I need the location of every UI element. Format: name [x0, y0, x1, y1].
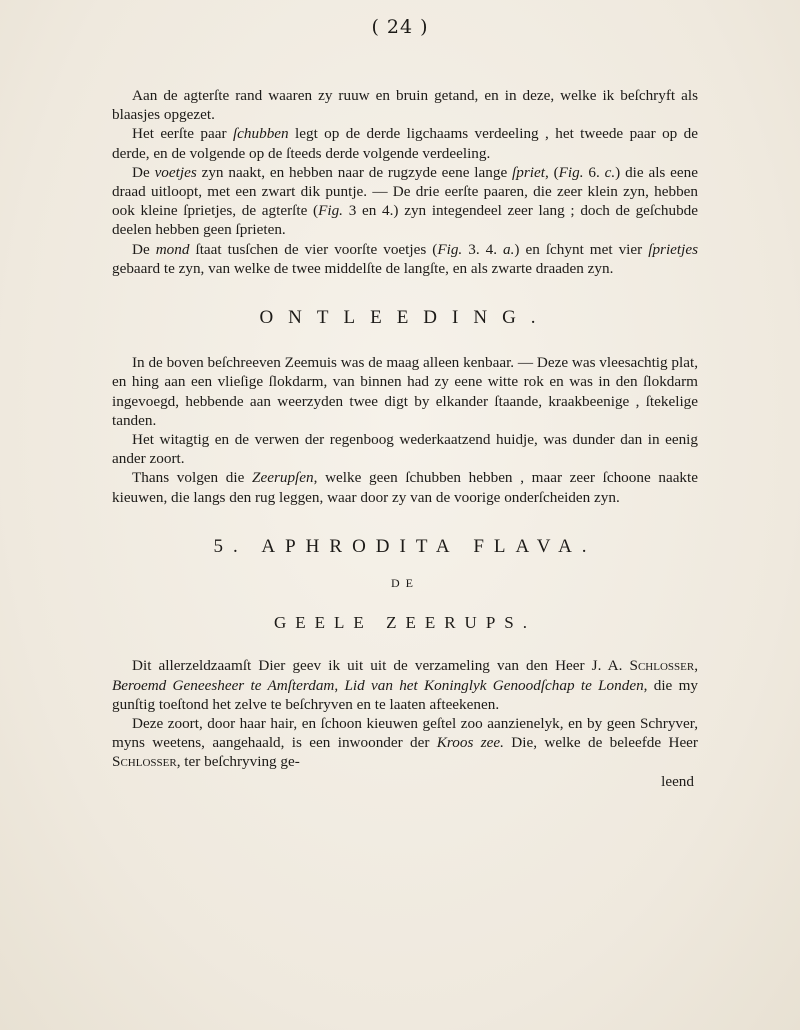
p8-italic-title: Beroemd Geneesheer te Amſterdam	[112, 676, 335, 694]
p3-text-e: , (	[544, 163, 559, 181]
p2-italic-schubben: ſchubben	[232, 125, 289, 143]
p3-italic-spriet: ſpriet	[512, 163, 545, 181]
p3-italic-voetjes: voetjes	[154, 163, 197, 181]
paragraph-5: In de boven beſchreeven Zeemuis was de maag alleen kenbaar. — Deze was vleesachtig plat, en hing aan een vlieſige ſlokdarm, van binnen had zy eene witte rok en was in den ſlokdarm ingevoegd, hebbende aan weerzyden twee digt by elkander ſtaande, kraakbeenige , ſtekelige tanden.	[112, 354, 698, 429]
page-number: ( 24 )	[371, 16, 429, 38]
paragraph-2	[112, 124, 698, 162]
p9-text-c: Die, welke de beleefde Heer	[503, 734, 698, 752]
p4-italic-mond: mond	[155, 240, 190, 258]
p7-text-a: Thans volgen die	[132, 469, 253, 487]
p3-text-i: ) die als eene draad uitloopt, met een zwart dik puntje. — De drie eerſte paaren, die zeer klein zyn, hebben ook kleine ſprietjes, de agterſte (	[112, 163, 698, 220]
paragraph-4	[112, 240, 698, 278]
paragraph-7	[112, 468, 698, 506]
p9-italic-krooszee: Kroos zee.	[436, 734, 504, 752]
catchword: leend	[661, 772, 694, 790]
p9-text-e: , ter beſchryving ge-	[176, 753, 300, 771]
p2-text-a: Het eerſte paar	[132, 125, 233, 143]
heading-de: DE	[391, 576, 419, 591]
paragraph-9	[112, 714, 698, 772]
p8-text-c: ,	[694, 657, 698, 675]
p9-smallcaps-schlosser: Schlosser	[112, 753, 177, 771]
p8-text-e: ,	[334, 676, 345, 694]
paragraph-8	[112, 656, 698, 714]
paragraph-1	[112, 86, 698, 124]
p4-italic-sprietjes: ſprietjes	[648, 240, 698, 258]
p3-text-a: De	[132, 163, 155, 181]
p8-smallcaps-schlosser: Schlosser	[629, 657, 695, 675]
p3-italic-c: c.	[604, 163, 616, 181]
p4-text-g: ) en ſchynt met vier	[514, 240, 649, 258]
heading-aphrodita-flava: 5. APHRODITA FLAVA.	[213, 535, 597, 557]
p3-text-k: 3 en 4.) zyn integendeel zeer lang ; doch de geſchubde deelen hebben geen ſprieten.	[112, 202, 699, 239]
p3-text-c: zyn naakt, en hebben naar de rugzyde eene lange	[196, 163, 513, 181]
p4-text-i: gebaard te zyn, van welke de twee middelſte de langſte, en als zwarte draaden zyn.	[112, 259, 614, 277]
p4-italic-a: a.	[503, 240, 515, 258]
p9-text-a: Deze zoort, door haar hair, en ſchoon kieuwen geſtel zoo aanzienelyk, en by geen Schryver, myns weetens, aangehaald, is een inwoonder der	[112, 715, 698, 752]
heading-geele-zeerups: GEELE ZEERUPS.	[274, 613, 536, 633]
p1-text: Aan de agterſte rand waaren zy ruuw en bruin getand, en in deze, welke ik beſchryft als blaasjes opgezet.	[112, 87, 698, 124]
p8-text-g: , die my gunſtig toeſtond het zelve te beſchryven en te laaten afteekenen.	[112, 676, 698, 713]
p3-italic-fig: Fig.	[558, 163, 584, 181]
p7-italic-zeerupsen: Zeerupſen	[252, 469, 314, 487]
paragraph-6: Het witagtig en de verwen der regenboog wederkaatzend huidje, was dunder dan in eenig ander zoort.	[112, 431, 698, 468]
p2-text-c: legt op de derde ligchaams verdeeling , het tweede paar op de derde, en de volgende op de ſteeds derde volgende verdeeling.	[112, 125, 699, 162]
p4-text-e: 3. 4.	[462, 240, 504, 258]
p4-italic-fig: Fig.	[437, 240, 463, 258]
body-text	[112, 86, 698, 791]
p8-italic-society: Lid van het Koninglyk Genoodſchap te Londen	[344, 676, 644, 694]
p7-text-c: , welke geen ſchubben hebben , maar zeer ſchoone naakte kieuwen, die langs den rug leggen, waar door zy van de voorige onderſcheiden zyn.	[112, 469, 698, 506]
p8-text-a: Dit allerzeldzaamſt Dier geev ik uit uit de verzameling van den Heer J. A.	[132, 657, 630, 675]
p3-italic-fig-2: Fig.	[318, 202, 343, 220]
heading-ontleeding: ONTLEEDING.	[259, 307, 551, 329]
p4-text-a: De	[132, 240, 156, 258]
paragraph-3	[112, 163, 698, 240]
p3-text-g: 6.	[583, 163, 605, 181]
p4-text-c: ſtaat tusſchen de vier voorſte voetjes (	[189, 240, 438, 258]
